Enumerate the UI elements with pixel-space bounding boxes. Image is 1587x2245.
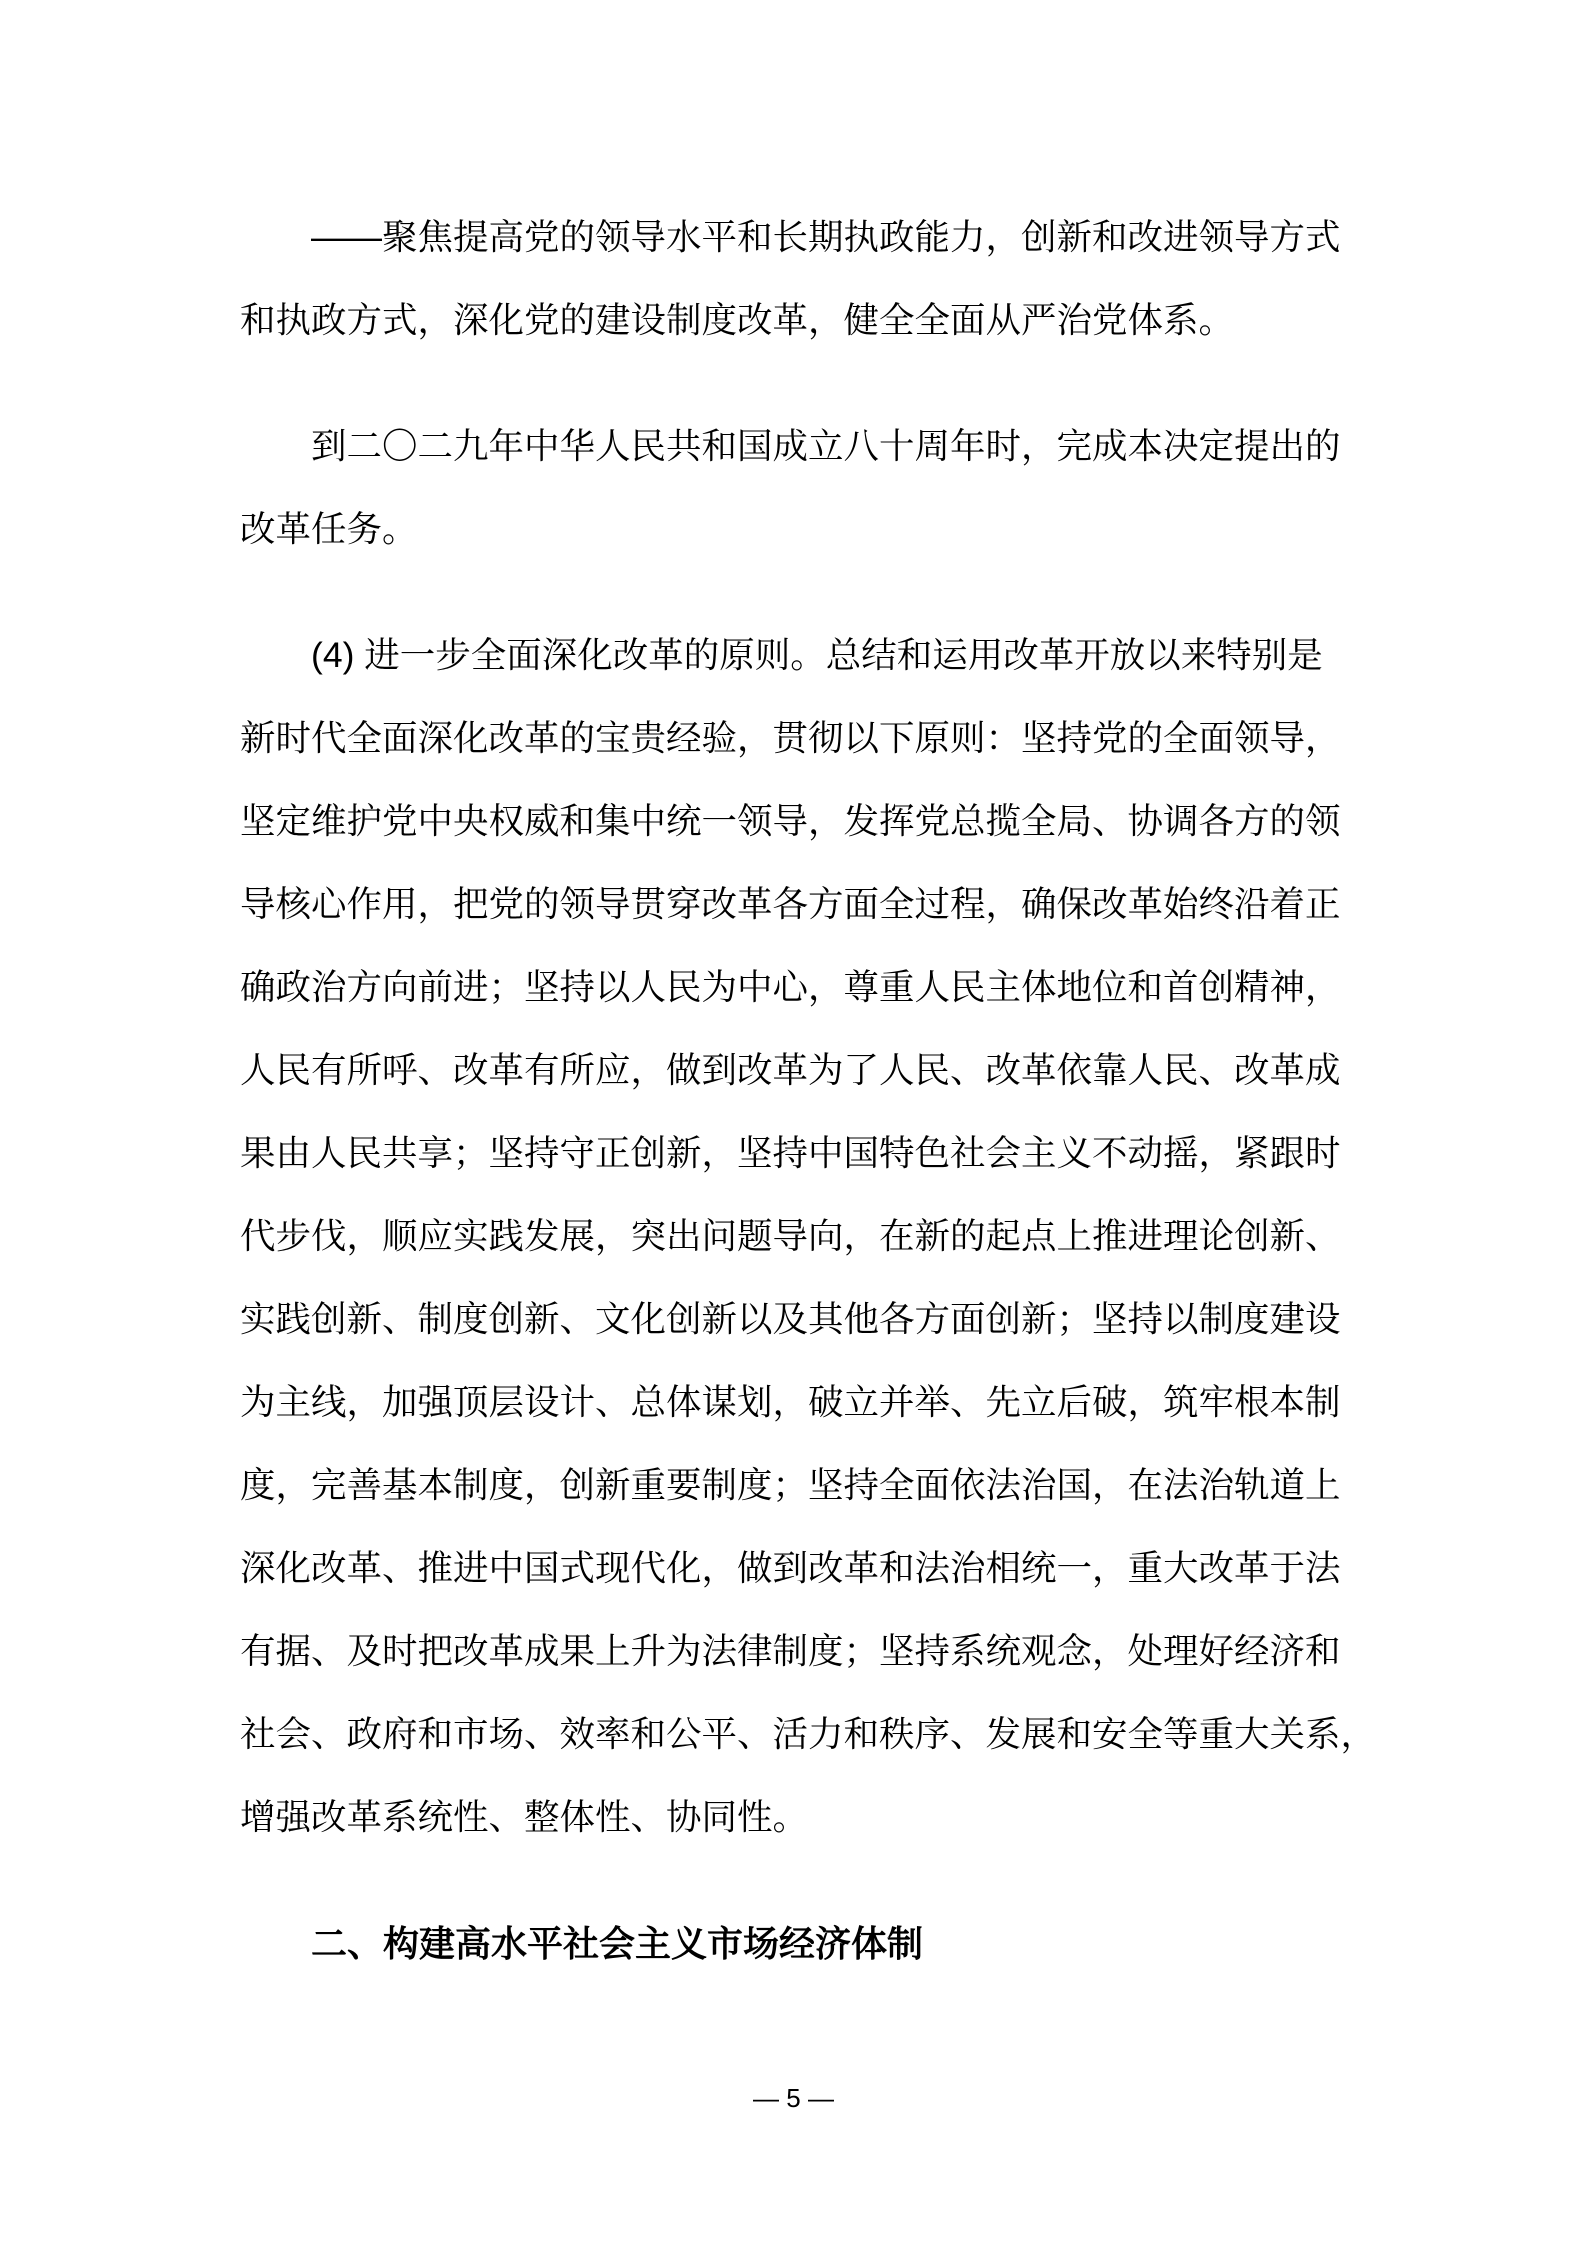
text-line: ——聚焦提高党的领导水平和长期执政能力，创新和改进领导方式 bbox=[311, 217, 1341, 257]
text-line: 社会、政府和市场、效率和公平、活力和秩序、发展和安全等重大关系， bbox=[240, 1714, 1377, 1754]
section-heading bbox=[240, 1902, 1350, 1985]
text-line: 和执政方式，深化党的建设制度改革，健全全面从严治党体系。 bbox=[240, 300, 1235, 340]
text-line: 改革任务。 bbox=[240, 509, 418, 549]
text-line: 二、构建高水平社会主义市场经济体制 bbox=[311, 1923, 924, 1964]
text-line: 果由人民共享；坚持守正创新，坚持中国特色社会主义不动摇，紧跟时 bbox=[240, 1133, 1341, 1173]
text-line: 为主线，加强顶层设计、总体谋划，破立并举、先立后破，筑牢根本制 bbox=[240, 1382, 1341, 1422]
text-line: 度，完善基本制度，创新重要制度；坚持全面依法治国，在法治轨道上 bbox=[240, 1465, 1341, 1505]
text-line: 实践创新、制度创新、文化创新以及其他各方面创新；坚持以制度建设 bbox=[240, 1299, 1341, 1339]
text-line: 增强改革系统性、整体性、协同性。 bbox=[240, 1797, 809, 1837]
paragraph bbox=[240, 196, 1350, 362]
page-footer bbox=[0, 2078, 1587, 2118]
paragraph bbox=[240, 405, 1350, 571]
text-line: (4) 进一步全面深化改革的原则。总结和运用改革开放以来特别是 bbox=[311, 635, 1323, 675]
text-line: 代步伐，顺应实践发展，突出问题导向，在新的起点上推进理论创新、 bbox=[240, 1216, 1341, 1256]
text-line: 新时代全面深化改革的宝贵经验，贯彻以下原则：坚持党的全面领导， bbox=[240, 718, 1341, 758]
text-line: 导核心作用，把党的领导贯穿改革各方面全过程，确保改革始终沿着正 bbox=[240, 884, 1341, 924]
page-number: — 5 — bbox=[753, 2083, 834, 2113]
document-body bbox=[240, 196, 1377, 2028]
paragraph bbox=[240, 614, 1377, 1859]
text-line: 有据、及时把改革成果上升为法律制度；坚持系统观念，处理好经济和 bbox=[240, 1631, 1341, 1671]
text-line: 人民有所呼、改革有所应，做到改革为了人民、改革依靠人民、改革成 bbox=[240, 1050, 1341, 1090]
text-line: 深化改革、推进中国式现代化，做到改革和法治相统一，重大改革于法 bbox=[240, 1548, 1341, 1588]
text-line: 到二〇二九年中华人民共和国成立八十周年时，完成本决定提出的 bbox=[311, 426, 1341, 466]
text-line: 确政治方向前进；坚持以人民为中心，尊重人民主体地位和首创精神， bbox=[240, 967, 1341, 1007]
text-line: 坚定维护党中央权威和集中统一领导，发挥党总揽全局、协调各方的领 bbox=[240, 801, 1341, 841]
